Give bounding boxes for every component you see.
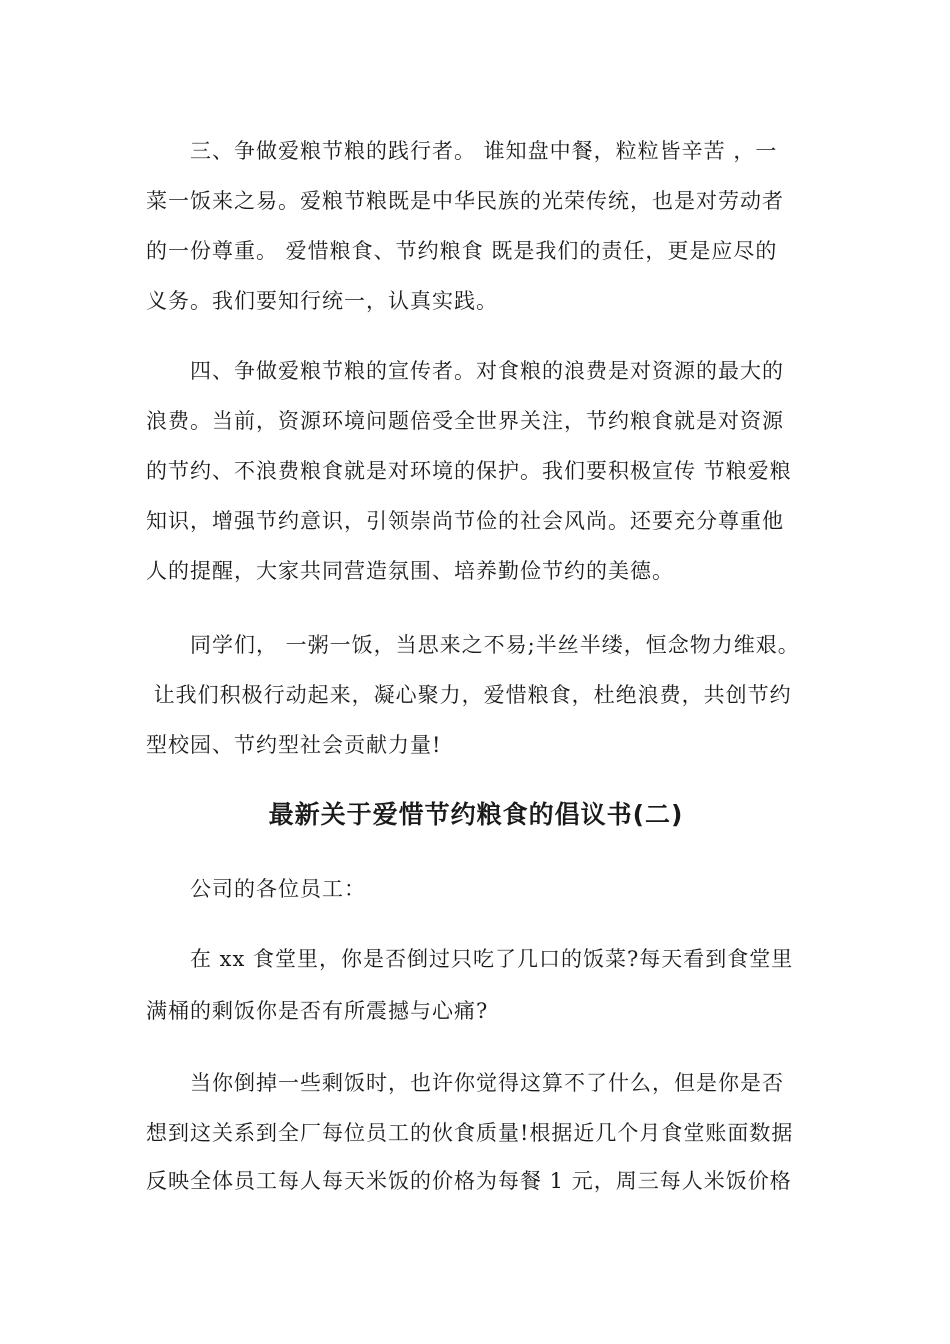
closing-line-2: 让我们积极行动起来，凝心聚力，爱惜粮食，杜绝浪费，共创节约 <box>146 683 792 707</box>
paragraph-b2-line-2: 想到这关系到全厂每位员工的伙食质量!根据近几个月食堂账面数据 <box>146 1121 794 1145</box>
paragraph-3-line-2: 菜一饭来之易。爱粮节粮既是中华民族的光荣传统，也是对劳动者 <box>146 189 784 213</box>
paragraph-3-line-3: 的一份尊重。 爱惜粮食、节约粮食 既是我们的责任，更是应尽的 <box>146 239 778 263</box>
paragraph-4-line-3: 的节约、不浪费粮食就是对环境的保护。我们要积极宣传 节粮爱粮 <box>146 459 792 483</box>
closing-line-1: 同学们， 一粥一饭，当思来之不易;半丝半缕，恒念物力维艰。 <box>190 633 800 657</box>
section-heading: 最新关于爱惜节约粮食的倡议书(二) <box>268 800 684 829</box>
paragraph-b1-line-1: 在 xx 食堂里，你是否倒过只吃了几口的饭菜?每天看到食堂里 <box>190 947 794 971</box>
paragraph-4-line-4: 知识，增强节约意识，引领崇尚节俭的社会风尚。还要充分尊重他 <box>146 509 784 533</box>
closing-line-3: 型校园、节约型社会贡献力量! <box>146 733 442 757</box>
paragraph-3-line-1: 三、争做爱粮节粮的践行者。 谁知盘中餐，粒粒皆辛苦 ，一 <box>190 139 778 163</box>
paragraph-b2-line-1: 当你倒掉一些剩饭时，也许你觉得这算不了什么，但是你是否 <box>190 1071 784 1095</box>
paragraph-b1-line-2: 满桶的剩饭你是否有所震撼与心痛? <box>146 999 489 1023</box>
paragraph-4-line-1: 四、争做爱粮节粮的宣传者。对食粮的浪费是对资源的最大的 <box>190 359 784 383</box>
paragraph-3-line-4: 义务。我们要知行统一，认真实践。 <box>146 289 498 313</box>
paragraph-4-line-2: 浪费。当前，资源环境问题倍受全世界关注，节约粮食就是对资源 <box>146 409 784 433</box>
paragraph-4-line-5: 人的提醒，大家共同营造氛围、培养勤俭节约的美德。 <box>146 559 674 583</box>
salutation: 公司的各位员工： <box>190 877 366 901</box>
paragraph-b2-line-3: 反映全体员工每人每天米饭的价格为每餐 1 元，周三每人米饭价格 <box>146 1169 792 1193</box>
